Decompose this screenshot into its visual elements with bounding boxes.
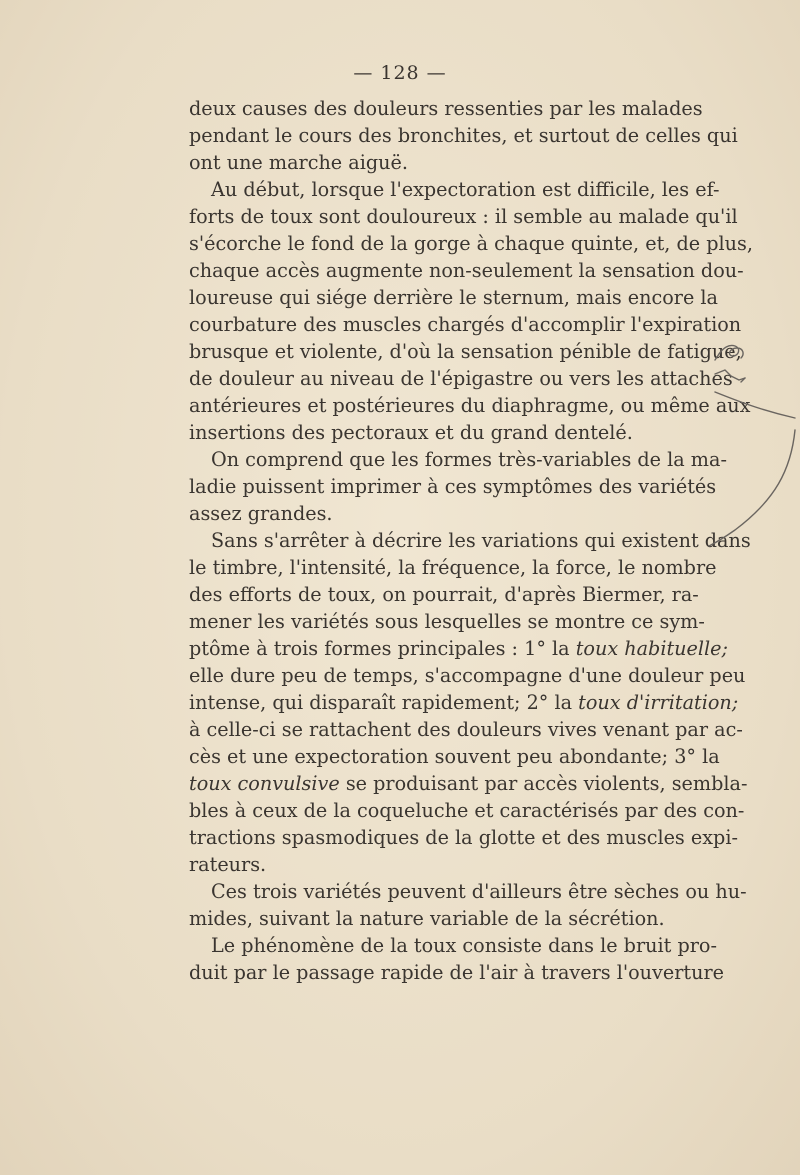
text-run: intense, qui disparaît rapidement; 2° la xyxy=(189,691,579,714)
text-line: elle dure peu de temps, s'accompagne d'une douleur peu xyxy=(189,664,746,687)
text-line: Le phénomène de la toux consiste dans le bruit pro- xyxy=(211,934,717,957)
text-line: On comprend que les formes très-variables de la ma- xyxy=(211,448,727,471)
italic-term: toux d'irritation; xyxy=(578,691,739,714)
text-line: le timbre, l'intensité, la fréquence, la force, le nombre xyxy=(189,556,717,579)
text-line: loureuse qui siége derrière le sternum, mais encore la xyxy=(189,286,718,309)
text-line: cès et une expectoration souvent peu abondante; 3° la xyxy=(189,745,720,768)
text-line: bles à ceux de la coqueluche et caractérisés par des con- xyxy=(189,799,745,822)
text-line: Au début, lorsque l'expectoration est difficile, les ef- xyxy=(211,178,720,201)
text-line: courbature des muscles chargés d'accomplir l'expiration xyxy=(189,313,742,336)
text-line: chaque accès augmente non-seulement la sensation dou- xyxy=(189,259,744,282)
text-line: duit par le passage rapide de l'air à travers l'ouverture xyxy=(189,961,724,984)
text-line: mides, suivant la nature variable de la sécrétion. xyxy=(189,907,665,930)
text-line: des efforts de toux, on pourrait, d'après Biermer, ra- xyxy=(189,583,699,606)
text-line xyxy=(189,689,739,716)
text-line: ladie puissent imprimer à ces symptômes des variétés xyxy=(189,475,717,498)
text-line xyxy=(189,770,748,797)
text-line: de douleur au niveau de l'épigastre ou vers les attaches xyxy=(189,367,733,390)
text-run: ptôme à trois formes principales : 1° la xyxy=(189,637,576,660)
page-number: — 128 — xyxy=(353,62,447,84)
text-line: forts de toux sont douloureux : il semble au malade qu'il xyxy=(189,205,738,228)
text-line: brusque et violente, d'où la sensation pénible de fatigue, xyxy=(189,340,742,363)
text-line: tractions spasmodiques de la glotte et des muscles expi- xyxy=(189,826,738,849)
text-line: insertions des pectoraux et du grand dentelé. xyxy=(189,421,633,444)
text-line: s'écorche le fond de la gorge à chaque quinte, et, de plus, xyxy=(189,232,753,255)
italic-term: toux habituelle; xyxy=(575,637,728,660)
text-run: se produisant par accès violents, sembla- xyxy=(339,772,748,795)
text-line: antérieures et postérieures du diaphragme, ou même aux xyxy=(189,394,751,417)
text-line: ont une marche aiguë. xyxy=(189,151,408,174)
text-line: rateurs. xyxy=(189,853,267,876)
text-line: à celle-ci se rattachent des douleurs vives venant par ac- xyxy=(189,718,743,741)
handwritten-margin-mark xyxy=(705,330,800,560)
text-line xyxy=(189,635,728,662)
text-line: Sans s'arrêter à décrire les variations qui existent dans xyxy=(211,529,751,552)
text-line: mener les variétés sous lesquelles se montre ce sym- xyxy=(189,610,705,633)
text-line: assez grandes. xyxy=(189,502,333,525)
text-line: deux causes des douleurs ressenties par les malades xyxy=(189,97,703,120)
body-text xyxy=(189,95,753,986)
text-line: pendant le cours des bronchites, et surtout de celles qui xyxy=(189,124,738,147)
text-line: Ces trois variétés peuvent d'ailleurs être sèches ou hu- xyxy=(211,880,747,903)
italic-term: toux convulsive xyxy=(189,772,340,795)
